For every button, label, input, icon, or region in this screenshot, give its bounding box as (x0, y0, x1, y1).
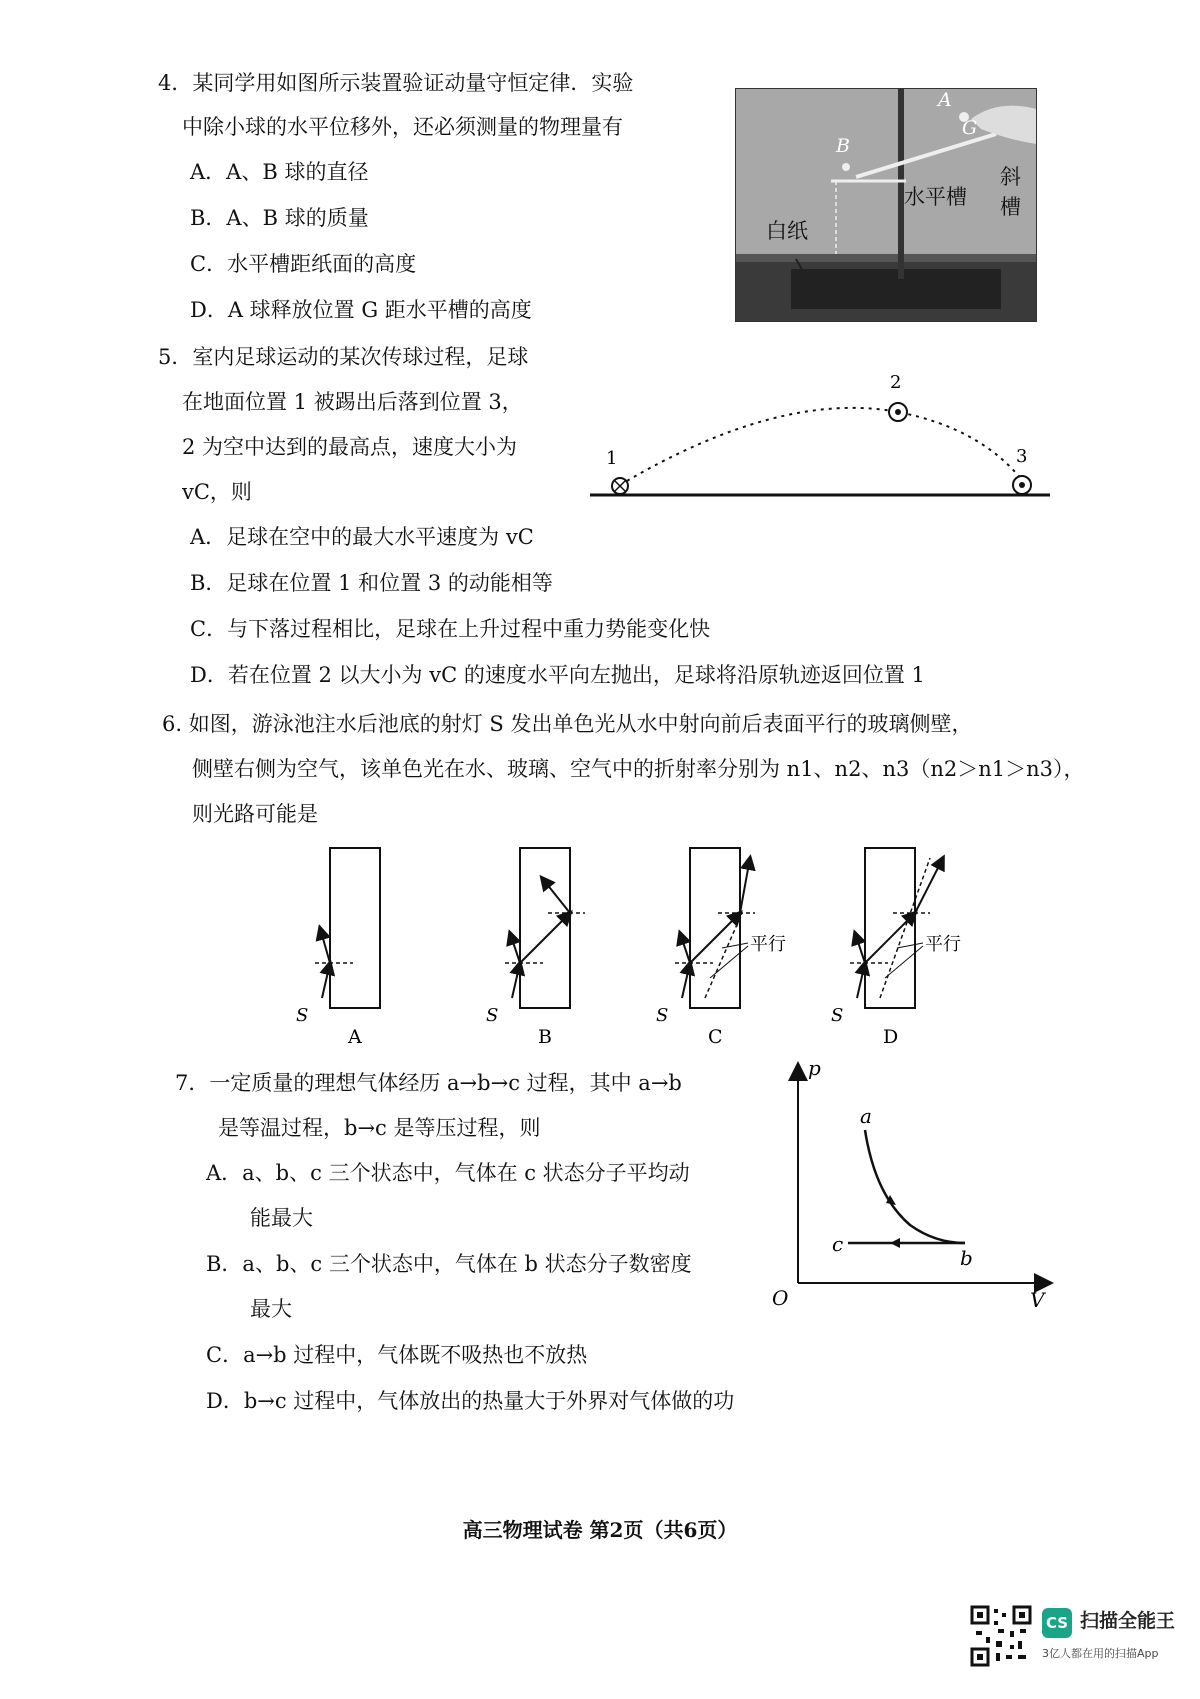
q5-option-b: B．足球在位置 1 和位置 3 的动能相等 (190, 571, 553, 595)
q7-option-c: C．a→b 过程中，气体既不吸热也不放热 (206, 1343, 588, 1367)
q4-stem-line1: 4．某同学用如图所示装置验证动量守恒定律．实验 (158, 71, 634, 95)
parallel-label-d: 平行 (925, 934, 961, 955)
q7-stem-line2: 是等温过程，b→c 是等压过程，则 (218, 1116, 541, 1140)
source-s-d: S (831, 1005, 844, 1026)
panel-label-a: A (348, 1026, 362, 1048)
panel-label-b: B (538, 1026, 552, 1048)
scanner-subtitle: 3亿人都在用的扫描App (1042, 1647, 1159, 1660)
parallel-label-c: 平行 (750, 934, 786, 955)
q6-stem-line1: 6. 如图，游泳池注水后池底的射灯 S 发出单色光从水中射向前后表面平行的玻璃侧壁， (162, 712, 973, 736)
q7-option-a-cont: 能最大 (250, 1206, 313, 1230)
q6-panel-d (831, 848, 961, 1048)
trajectory-label-3: 3 (1016, 446, 1028, 467)
q7-stem-line1: 7．一定质量的理想气体经历 a→b→c 过程，其中 a→b (175, 1071, 682, 1095)
q5-trajectory-figure (580, 360, 1060, 510)
q5-stem-line1: 5．室内足球运动的某次传球过程，足球 (158, 345, 529, 369)
trajectory-label-1: 1 (606, 448, 618, 469)
q5-option-d: D．若在位置 2 以大小为 vC 的速度水平向左抛出，足球将沿原轨迹返回位置 1 (190, 663, 925, 687)
q6-light-path-figures (280, 838, 1000, 1048)
q7-pv-graph (760, 1055, 1060, 1315)
q5-stem-line3: 2 为空中达到的最高点，速度大小为 (182, 435, 518, 459)
scanner-logo: CS (1042, 1608, 1072, 1638)
photo-label-groove: 水平槽 (904, 185, 967, 209)
q4-stem-line2: 中除小球的水平位移外，还必须测量的物理量有 (182, 115, 623, 139)
trajectory-label-2: 2 (890, 372, 902, 393)
q4-option-a: A．A、B 球的直径 (190, 160, 369, 184)
graph-label-v: V (1030, 1288, 1045, 1312)
source-s-c: S (656, 1005, 669, 1026)
photo-label-slope: 斜槽 (1000, 165, 1021, 219)
trajectory-dashed (620, 408, 1022, 485)
panel-label-c: C (708, 1026, 723, 1048)
graph-label-p: p (808, 1056, 821, 1080)
q6-panel-a (296, 848, 380, 1048)
q4-option-c: C．水平槽距纸面的高度 (190, 252, 417, 276)
q5-option-c: C．与下落过程相比，足球在上升过程中重力势能变化快 (190, 617, 711, 641)
q4-apparatus-photo (735, 88, 1037, 322)
q6-stem-line2: 侧壁右侧为空气，该单色光在水、玻璃、空气中的折射率分别为 n1、n2、n3（n2＞n1＞n3）， (192, 757, 1085, 781)
graph-label-a: a (860, 1104, 872, 1128)
q7-option-b: B．a、b、c 三个状态中，气体在 b 状态分子数密度 (206, 1252, 692, 1276)
qr-code-icon (970, 1605, 1032, 1667)
q6-panel-c (656, 848, 786, 1048)
q4-option-b: B．A、B 球的质量 (190, 206, 369, 230)
panel-label-d: D (883, 1026, 899, 1048)
isotherm-a-b (865, 1130, 965, 1243)
q7-option-b-cont: 最大 (250, 1297, 292, 1321)
graph-label-b: b (960, 1246, 973, 1270)
q4-option-d: D．A 球释放位置 G 距水平槽的高度 (190, 298, 532, 322)
scanner-title: 扫描全能王 (1080, 1610, 1176, 1632)
source-s-a: S (296, 1005, 309, 1026)
source-s-b: S (486, 1005, 499, 1026)
q7-option-a: A．a、b、c 三个状态中，气体在 c 状态分子平均动 (206, 1161, 690, 1185)
q6-stem-line3: 则光路可能是 (192, 802, 318, 826)
q5-stem-line4: vC，则 (182, 480, 252, 504)
q5-stem-line2: 在地面位置 1 被踢出后落到位置 3， (182, 390, 523, 414)
page-footer: 高三物理试卷 第2页（共6页） (462, 1518, 738, 1542)
q6-panel-b (486, 848, 585, 1048)
photo-label-paper: 白纸 (766, 219, 808, 243)
graph-label-c: c (832, 1232, 844, 1256)
photo-label-a: A (938, 89, 952, 111)
graph-label-o: O (772, 1286, 789, 1310)
q7-option-d: D．b→c 过程中，气体放出的热量大于外界对气体做的功 (206, 1389, 735, 1413)
photo-label-g: G (962, 117, 978, 139)
q5-option-a: A．足球在空中的最大水平速度为 vC (190, 525, 534, 549)
photo-label-b: B (836, 135, 850, 157)
